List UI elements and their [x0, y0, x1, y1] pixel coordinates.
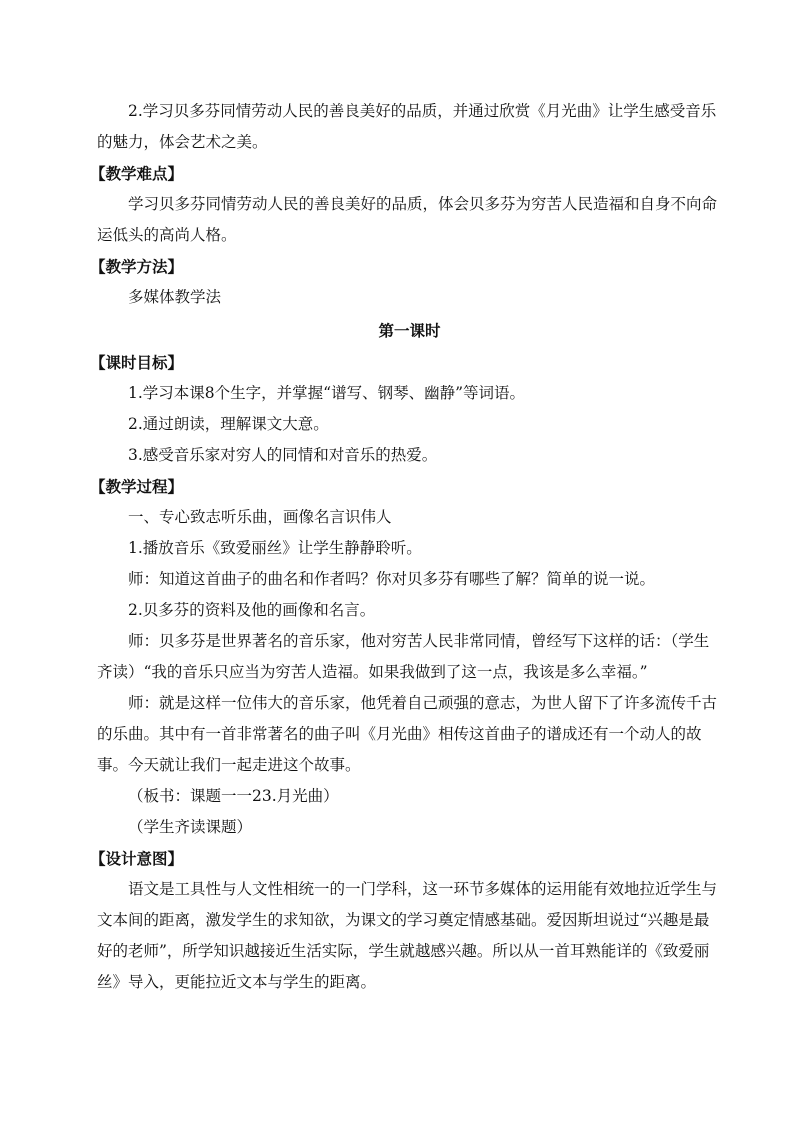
heading-teaching-difficulty: 【教学难点】 [90, 164, 184, 183]
goal-item-1: 1.学习本课8个生字，并掌握“谱写、钢琴、幽静”等词语。 [128, 384, 526, 402]
heading-lesson-goals: 【课时目标】 [90, 353, 184, 372]
document-body [90, 96, 722, 998]
goal-item-2: 2.通过朗读，理解课文大意。 [128, 415, 329, 433]
blackboard-note: （板书：课题一一23.月光曲） [128, 787, 339, 805]
difficulty-paragraph: 学习贝多芬同情劳动人民的善良美好的品质，体会贝多芬为穷苦人民造福和自身不向命运低头的高尚人格。 [97, 195, 718, 244]
heading-teaching-method: 【教学方法】 [90, 257, 184, 276]
teacher-question: 师：知道这首曲子的曲名和作者吗？你对贝多芬有哪些了解？简单的说一说。 [128, 570, 656, 588]
goal-item-3: 3.感受音乐家对穷人的同情和对音乐的热爱。 [128, 446, 438, 464]
process-section-1: 一、专心致志听乐曲，画像名言识伟人 [128, 508, 392, 526]
teacher-quote: 师：贝多芬是世界著名的音乐家，他对穷苦人民非常同情，曾经写下这样的话：（学生齐读）“我的音乐只应当为穷苦人造福。如果我做到了这一点，我该是多么幸福。” [97, 632, 710, 681]
objective-paragraph-2: 2.学习贝多芬同情劳动人民的善良美好的品质，并通过欣赏《月光曲》让学生感受音乐的魅力，体会艺术之美。 [97, 102, 717, 151]
heading-design-intent: 【设计意图】 [90, 849, 184, 868]
design-intent-paragraph: 语文是工具性与人文性相统一的一门学科，这一环节多媒体的运用能有效地拉近学生与文本间的距离，激发学生的求知欲，为课文的学习奠定情感基础。爱因斯坦说过“兴趣是最好的老师”，所学知识越接近生活实际，学生就越感兴趣。所以从一首耳熟能详的《致爱丽丝》导入，更能拉近文本与学生的距离。 [97, 880, 718, 991]
teacher-intro: 师：就是这样一位伟大的音乐家，他凭着自己顽强的意志，为世人留下了许多流传千古的乐曲。其中有一首非常著名的曲子叫《月光曲》相传这首曲子的谱成还有一个动人的故事。今天就让我们一起走进这个故事。 [97, 694, 718, 774]
method-paragraph: 多媒体教学法 [128, 288, 222, 306]
lesson-title: 第一课时 [378, 321, 441, 340]
heading-teaching-process: 【教学过程】 [90, 477, 184, 496]
students-read-note: （学生齐读课题） [128, 818, 253, 836]
process-step-2: 2.贝多芬的资料及他的画像和名言。 [128, 601, 376, 619]
process-step-1: 1.播放音乐《致爱丽丝》让学生静静聆听。 [128, 539, 422, 557]
